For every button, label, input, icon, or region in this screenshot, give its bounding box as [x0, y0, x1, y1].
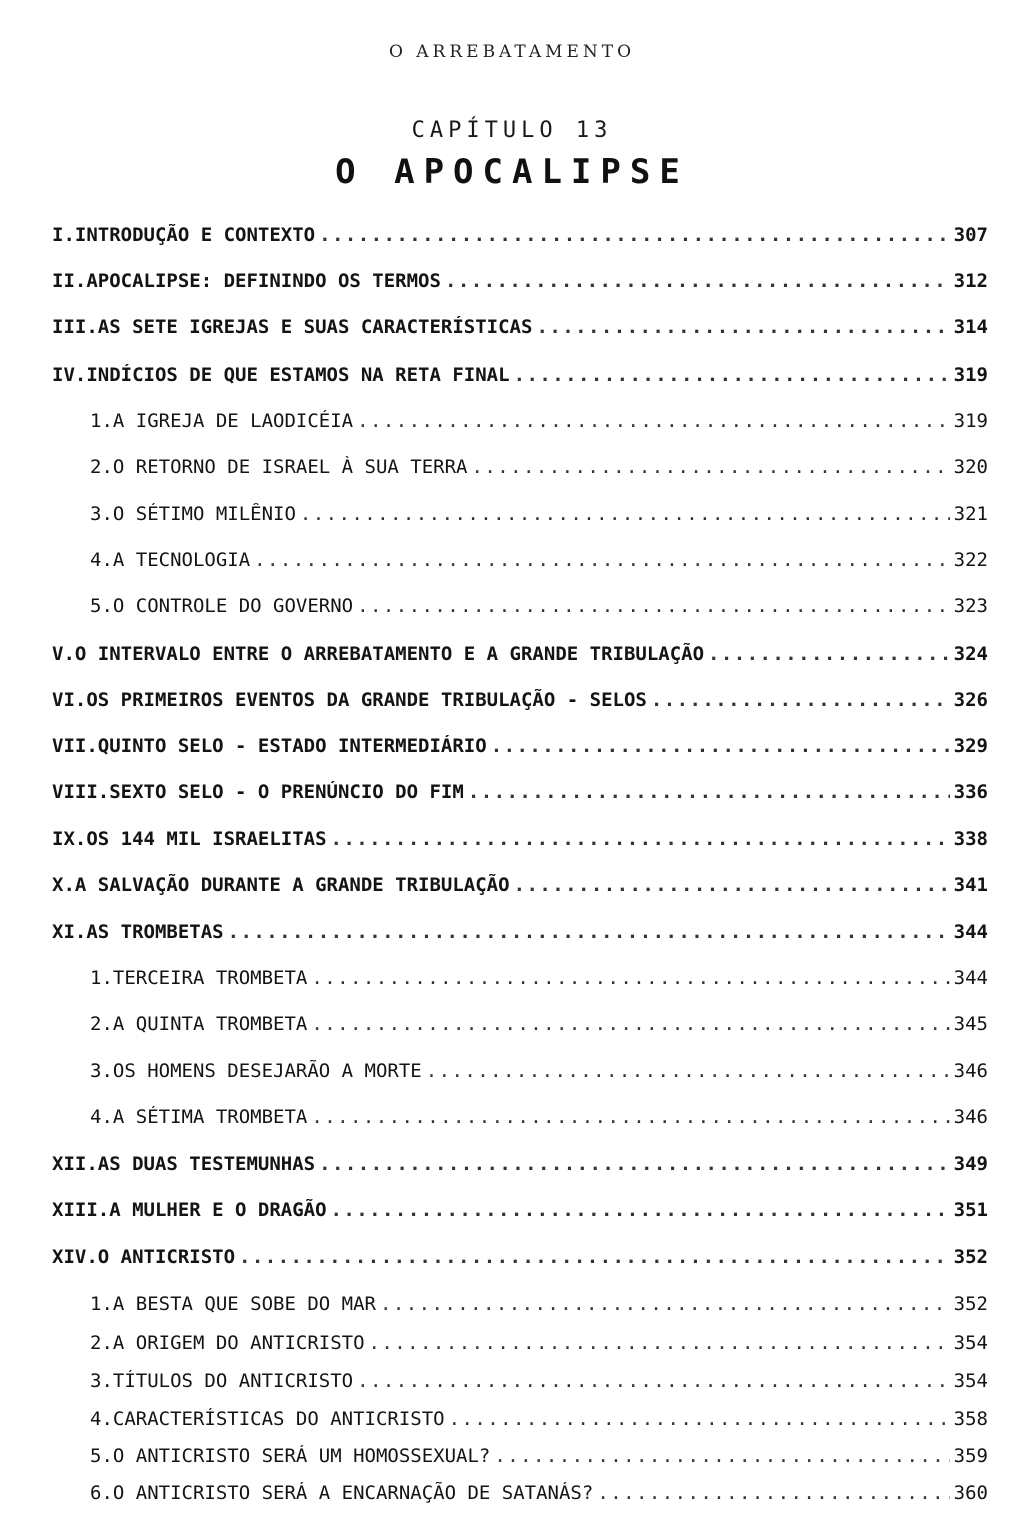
toc-entry-page-number: 345: [953, 1013, 988, 1035]
dot-leader: [536, 316, 949, 338]
dot-leader: [468, 781, 950, 803]
toc-entry-page-number: 352: [953, 1293, 988, 1315]
dot-leader: [651, 689, 950, 711]
toc-entry-page-number: 314: [953, 316, 988, 338]
dot-leader: [514, 874, 950, 896]
chapter-label: CAPÍTULO 13: [411, 118, 613, 143]
toc-entry-page-number: 312: [953, 270, 988, 292]
dot-leader: [514, 364, 950, 386]
dot-leader: [357, 595, 950, 617]
toc-entry-page-number: 358: [953, 1408, 988, 1430]
toc-entry-page-number: 349: [953, 1153, 988, 1175]
toc-entry-page-number: 359: [953, 1445, 988, 1467]
dot-leader: [445, 270, 950, 292]
toc-entry-section: [52, 643, 988, 665]
dot-leader: [311, 1013, 949, 1035]
toc-entry-section: [52, 270, 988, 292]
toc-entry-label: II.APOCALIPSE: DEFININDO OS TERMOS: [52, 270, 441, 292]
toc-entry-page-number: 351: [953, 1199, 988, 1221]
toc-entry-page-number: 338: [953, 828, 988, 850]
dot-leader: [369, 1332, 950, 1354]
toc-entry-subsection: [90, 410, 988, 432]
toc-entry-label: 3.OS HOMENS DESEJARÃO A MORTE: [90, 1060, 422, 1082]
toc-entry-subsection: [90, 1445, 988, 1467]
dot-leader: [254, 549, 950, 571]
toc-entry-section: [52, 1199, 988, 1221]
dot-leader: [491, 735, 950, 757]
toc-entry-label: 1.A BESTA QUE SOBE DO MAR: [90, 1293, 376, 1315]
toc-entry-subsection: [90, 1408, 988, 1430]
toc-entry-label: I.INTRODUÇÃO E CONTEXTO: [52, 224, 316, 246]
toc-entry-label: X.A SALVAÇÃO DURANTE A GRANDE TRIBULAÇÃO: [52, 874, 510, 896]
toc-entry-page-number: 341: [953, 874, 988, 896]
toc-entry-label: XII.AS DUAS TESTEMUNHAS: [52, 1153, 316, 1175]
toc-entry-page-number: 346: [953, 1060, 988, 1082]
toc-entry-page-number: 324: [953, 643, 988, 665]
toc-entry-section: [52, 921, 988, 943]
toc-entry-label: XIII.A MULHER E O DRAGÃO: [52, 1199, 327, 1221]
toc-entry-subsection: [90, 595, 988, 617]
toc-entry-label: 2.A ORIGEM DO ANTICRISTO: [90, 1332, 365, 1354]
running-head: O ARREBATAMENTO: [388, 42, 636, 62]
toc-entry-label: 3.O SÉTIMO MILÊNIO: [90, 503, 296, 525]
dot-leader: [708, 643, 950, 665]
dot-leader: [472, 456, 950, 478]
dot-leader: [494, 1445, 949, 1467]
toc-entry-section: [52, 224, 988, 246]
dot-leader: [331, 828, 950, 850]
toc-entry-page-number: 307: [953, 224, 988, 246]
toc-entry-label: V.O INTERVALO ENTRE O ARREBATAMENTO E A GRANDE TRIBULAÇÃO: [52, 643, 705, 665]
toc-entry-subsection: [90, 503, 988, 525]
toc-entry-page-number: 360: [953, 1482, 988, 1504]
toc-entry-subsection: [90, 1060, 988, 1082]
toc-entry-subsection: [90, 1370, 988, 1392]
toc-entry-label: 3.TÍTULOS DO ANTICRISTO: [90, 1370, 354, 1392]
toc-entry-subsection: [90, 1293, 988, 1315]
dot-leader: [597, 1482, 949, 1504]
toc-entry-page-number: 354: [953, 1332, 988, 1354]
toc-entry-label: 4.CARACTERÍSTICAS DO ANTICRISTO: [90, 1408, 445, 1430]
toc-entry-page-number: 320: [953, 456, 988, 478]
toc-entry-page-number: 354: [953, 1370, 988, 1392]
dot-leader: [426, 1060, 950, 1082]
toc-entry-page-number: 329: [953, 735, 988, 757]
dot-leader: [449, 1408, 950, 1430]
toc-entry-page-number: 346: [953, 1106, 988, 1128]
toc-entry-label: 2.A QUINTA TROMBETA: [90, 1013, 308, 1035]
toc-entry-page-number: 319: [953, 364, 988, 386]
toc-entry-subsection: [90, 967, 988, 989]
toc-entry-page-number: 344: [953, 921, 988, 943]
dot-leader: [357, 1370, 950, 1392]
toc-entry-section: [52, 689, 988, 711]
toc-entry-page-number: 326: [953, 689, 988, 711]
toc-entry-page-number: 352: [953, 1246, 988, 1268]
toc-entry-section: [52, 1246, 988, 1268]
toc-entry-label: 5.O ANTICRISTO SERÁ UM HOMOSSEXUAL?: [90, 1445, 491, 1467]
toc-entry-page-number: 321: [953, 503, 988, 525]
dot-leader: [357, 410, 950, 432]
toc-entry-label: XI.AS TROMBETAS: [52, 921, 224, 943]
toc-entry-label: 2.O RETORNO DE ISRAEL À SUA TERRA: [90, 456, 468, 478]
toc-entry-section: [52, 1153, 988, 1175]
dot-leader: [331, 1199, 950, 1221]
toc-entry-label: VIII.SEXTO SELO - O PRENÚNCIO DO FIM: [52, 781, 464, 803]
toc-entry-label: III.AS SETE IGREJAS E SUAS CARACTERÍSTICAS: [52, 316, 533, 338]
toc-entry-section: [52, 781, 988, 803]
toc-entry-page-number: 319: [953, 410, 988, 432]
toc-entry-section: [52, 364, 988, 386]
toc-entry-section: [52, 735, 988, 757]
toc-entry-subsection: [90, 1013, 988, 1035]
toc-entry-label: 4.A TECNOLOGIA: [90, 549, 251, 571]
toc-entry-label: IV.INDÍCIOS DE QUE ESTAMOS NA RETA FINAL: [52, 364, 510, 386]
dot-leader: [311, 1106, 949, 1128]
chapter-title: O APOCALIPSE: [335, 152, 689, 192]
dot-leader: [300, 503, 950, 525]
toc-entry-page-number: 322: [953, 549, 988, 571]
toc-entry-subsection: [90, 549, 988, 571]
dot-leader: [319, 1153, 950, 1175]
toc-entry-label: IX.OS 144 MIL ISRAELITAS: [52, 828, 327, 850]
toc-entry-label: 1.TERCEIRA TROMBETA: [90, 967, 308, 989]
toc-entry-page-number: 323: [953, 595, 988, 617]
dot-leader: [380, 1293, 950, 1315]
toc-entry-section: [52, 316, 988, 338]
toc-entry-section: [52, 874, 988, 896]
toc-entry-label: XIV.O ANTICRISTO: [52, 1246, 236, 1268]
toc-entry-label: 4.A SÉTIMA TROMBETA: [90, 1106, 308, 1128]
toc-entry-label: 6.O ANTICRISTO SERÁ A ENCARNAÇÃO DE SATANÁS?: [90, 1482, 594, 1504]
toc-entry-subsection: [90, 1106, 988, 1128]
dot-leader: [311, 967, 949, 989]
toc-entry-label: VII.QUINTO SELO - ESTADO INTERMEDIÁRIO: [52, 735, 487, 757]
toc-entry-subsection: [90, 1332, 988, 1354]
toc-entry-section: [52, 828, 988, 850]
dot-leader: [228, 921, 950, 943]
toc-entry-subsection: [90, 1482, 988, 1504]
toc-entry-subsection: [90, 456, 988, 478]
toc-entry-label: VI.OS PRIMEIROS EVENTOS DA GRANDE TRIBULAÇÃO - SELOS: [52, 689, 647, 711]
toc-entry-label: 5.O CONTROLE DO GOVERNO: [90, 595, 354, 617]
toc-entry-page-number: 336: [953, 781, 988, 803]
dot-leader: [319, 224, 950, 246]
toc-entry-label: 1.A IGREJA DE LAODICÉIA: [90, 410, 354, 432]
toc-entry-page-number: 344: [953, 967, 988, 989]
dot-leader: [239, 1246, 950, 1268]
